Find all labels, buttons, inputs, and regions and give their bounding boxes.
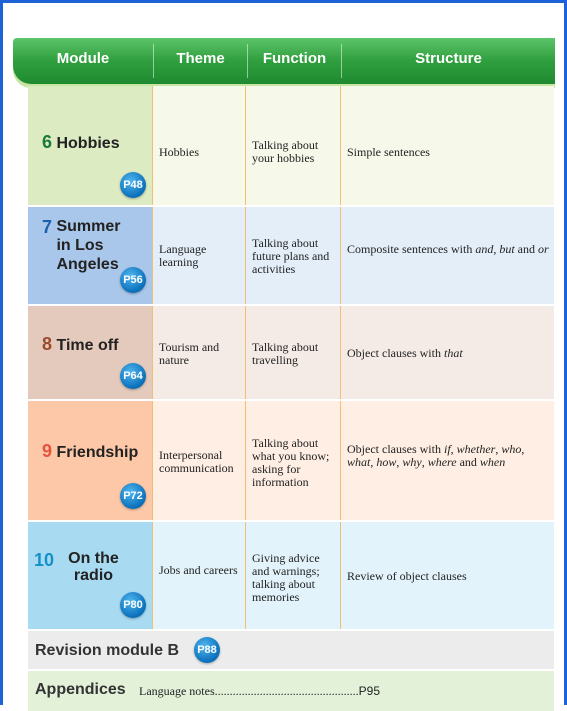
page-badge[interactable]: P56: [120, 267, 146, 293]
function-cell: [245, 306, 340, 399]
function-cell: [245, 401, 340, 520]
module-cell[interactable]: [28, 86, 152, 205]
revision-title: Revision module B: [35, 642, 180, 659]
module-number: 6: [42, 132, 53, 152]
module-cell[interactable]: [28, 401, 152, 520]
structure-text: Composite sentences with and, but and or: [347, 242, 549, 256]
function-cell: [245, 86, 340, 205]
module-title: Friendship: [56, 444, 139, 461]
table-row: [28, 207, 554, 304]
module-number: 10: [34, 550, 55, 570]
function-text: Talking about your hobbies: [252, 138, 319, 165]
appendix-item[interactable]: Language notes................................................P95: [139, 684, 380, 698]
function-text: Talking about travelling: [252, 340, 319, 367]
module-cell[interactable]: [28, 306, 152, 399]
header-function: Function: [262, 50, 327, 67]
module-title: On the radio: [68, 550, 119, 584]
function-cell: [245, 207, 340, 304]
structure-text: Review of object clauses: [347, 569, 467, 583]
structure-cell: [340, 86, 554, 205]
page-badge[interactable]: P88: [194, 637, 220, 663]
appendices-title: Appendices: [35, 681, 126, 698]
function-cell: [245, 522, 340, 629]
theme-cell: [152, 207, 245, 304]
header-structure: Structure: [415, 50, 482, 67]
table-row: [28, 401, 554, 520]
structure-text: Object clauses with if, whether, who, what, how, why, where and when: [347, 442, 525, 469]
module-cell[interactable]: [28, 522, 152, 629]
table-row: [28, 522, 554, 629]
theme-cell: [152, 86, 245, 205]
page-badge[interactable]: P80: [120, 592, 146, 618]
function-text: Talking about what you know; asking for information: [252, 436, 330, 489]
table-header: [13, 38, 555, 84]
structure-cell: [340, 522, 554, 629]
module-title: Time off: [56, 337, 119, 354]
function-text: Talking about future plans and activities: [252, 236, 330, 276]
theme-text: Interpersonal communication: [159, 448, 234, 475]
structure-cell: [340, 306, 554, 399]
module-number: 7: [42, 217, 53, 237]
structure-text: Object clauses with that: [347, 346, 463, 360]
theme-cell: [152, 522, 245, 629]
theme-cell: [152, 401, 245, 520]
structure-cell: [340, 401, 554, 520]
module-title: Hobbies: [56, 135, 120, 152]
theme-cell: [152, 306, 245, 399]
theme-text: Jobs and careers: [159, 563, 238, 577]
module-title: Summer in Los Angeles: [56, 218, 121, 273]
theme-text: Language learning: [159, 242, 207, 269]
function-text: Giving advice and warnings; talking about memories: [252, 551, 320, 604]
theme-text: Tourism and nature: [159, 340, 220, 367]
structure-text: Simple sentences: [347, 145, 430, 159]
page-badge[interactable]: P48: [120, 172, 146, 198]
header-module: Module: [56, 50, 110, 67]
theme-text: Hobbies: [159, 145, 199, 159]
module-number: 9: [42, 441, 53, 461]
appendices-row: [28, 671, 554, 711]
module-number: 8: [42, 334, 53, 354]
page-badge[interactable]: P72: [120, 483, 146, 509]
module-cell[interactable]: [28, 207, 152, 304]
revision-module-row[interactable]: [28, 631, 554, 669]
table-row: [28, 86, 554, 205]
table-row: [28, 306, 554, 399]
header-theme: Theme: [176, 50, 225, 67]
structure-cell: [340, 207, 554, 304]
page-badge[interactable]: P64: [120, 363, 146, 389]
